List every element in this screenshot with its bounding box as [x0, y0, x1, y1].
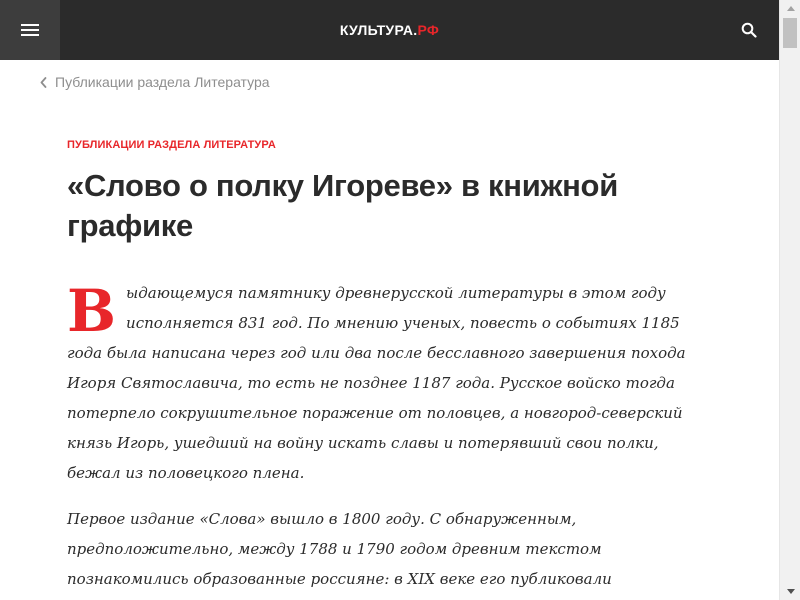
article-title: «Слово о полку Игореве» в книжной графике [67, 168, 618, 243]
logo-accent-text: РФ [417, 22, 440, 38]
drop-cap-letter: В [67, 277, 117, 345]
breadcrumb-label: Публикации раздела Литература [55, 74, 270, 90]
logo-main-text: КУЛЬТУРА. [339, 22, 418, 38]
scroll-down-icon [787, 589, 795, 594]
scroll-down-arrow[interactable] [780, 583, 800, 600]
article-paragraph-2: Первое издание «Слова» вышло в 1800 году. С обнаруженным, предположительно, между 1788 и 1790 годом древним текстом познакомились образованные россияне: в XIX веке его публиковали [67, 510, 612, 588]
article-paragraph-1 [67, 278, 707, 488]
site-logo[interactable] [0, 20, 779, 40]
paragraph-1-text: ыдающемуся памятнику древнерусской литературы в этом году исполняется 831 год. По мнению ученых, повесть о событиях 1185 года была написана через год или два после бесславного завершения похода Игоря Святославича, то есть не позднее 1187 года. Русское войско тогда потерпело сокрушительное поражение от половцев, а новгород-северский князь Игорь, ушедший на войну искать славы и потерявший свои полки, бежал из половецкого плена. [67, 284, 686, 482]
article-category-link[interactable]: ПУБЛИКАЦИИ РАЗДЕЛА ЛИТЕРАТУРА [67, 139, 276, 151]
search-button[interactable] [719, 0, 779, 60]
scroll-thumb[interactable] [783, 18, 797, 48]
article-body [67, 278, 707, 600]
scroll-up-arrow[interactable] [780, 0, 800, 17]
search-icon [741, 22, 757, 38]
top-navigation-bar [0, 0, 779, 60]
scroll-up-icon [787, 6, 795, 11]
back-breadcrumb-link[interactable] [40, 73, 270, 91]
vertical-scrollbar[interactable] [779, 0, 800, 600]
chevron-left-icon [40, 77, 47, 88]
